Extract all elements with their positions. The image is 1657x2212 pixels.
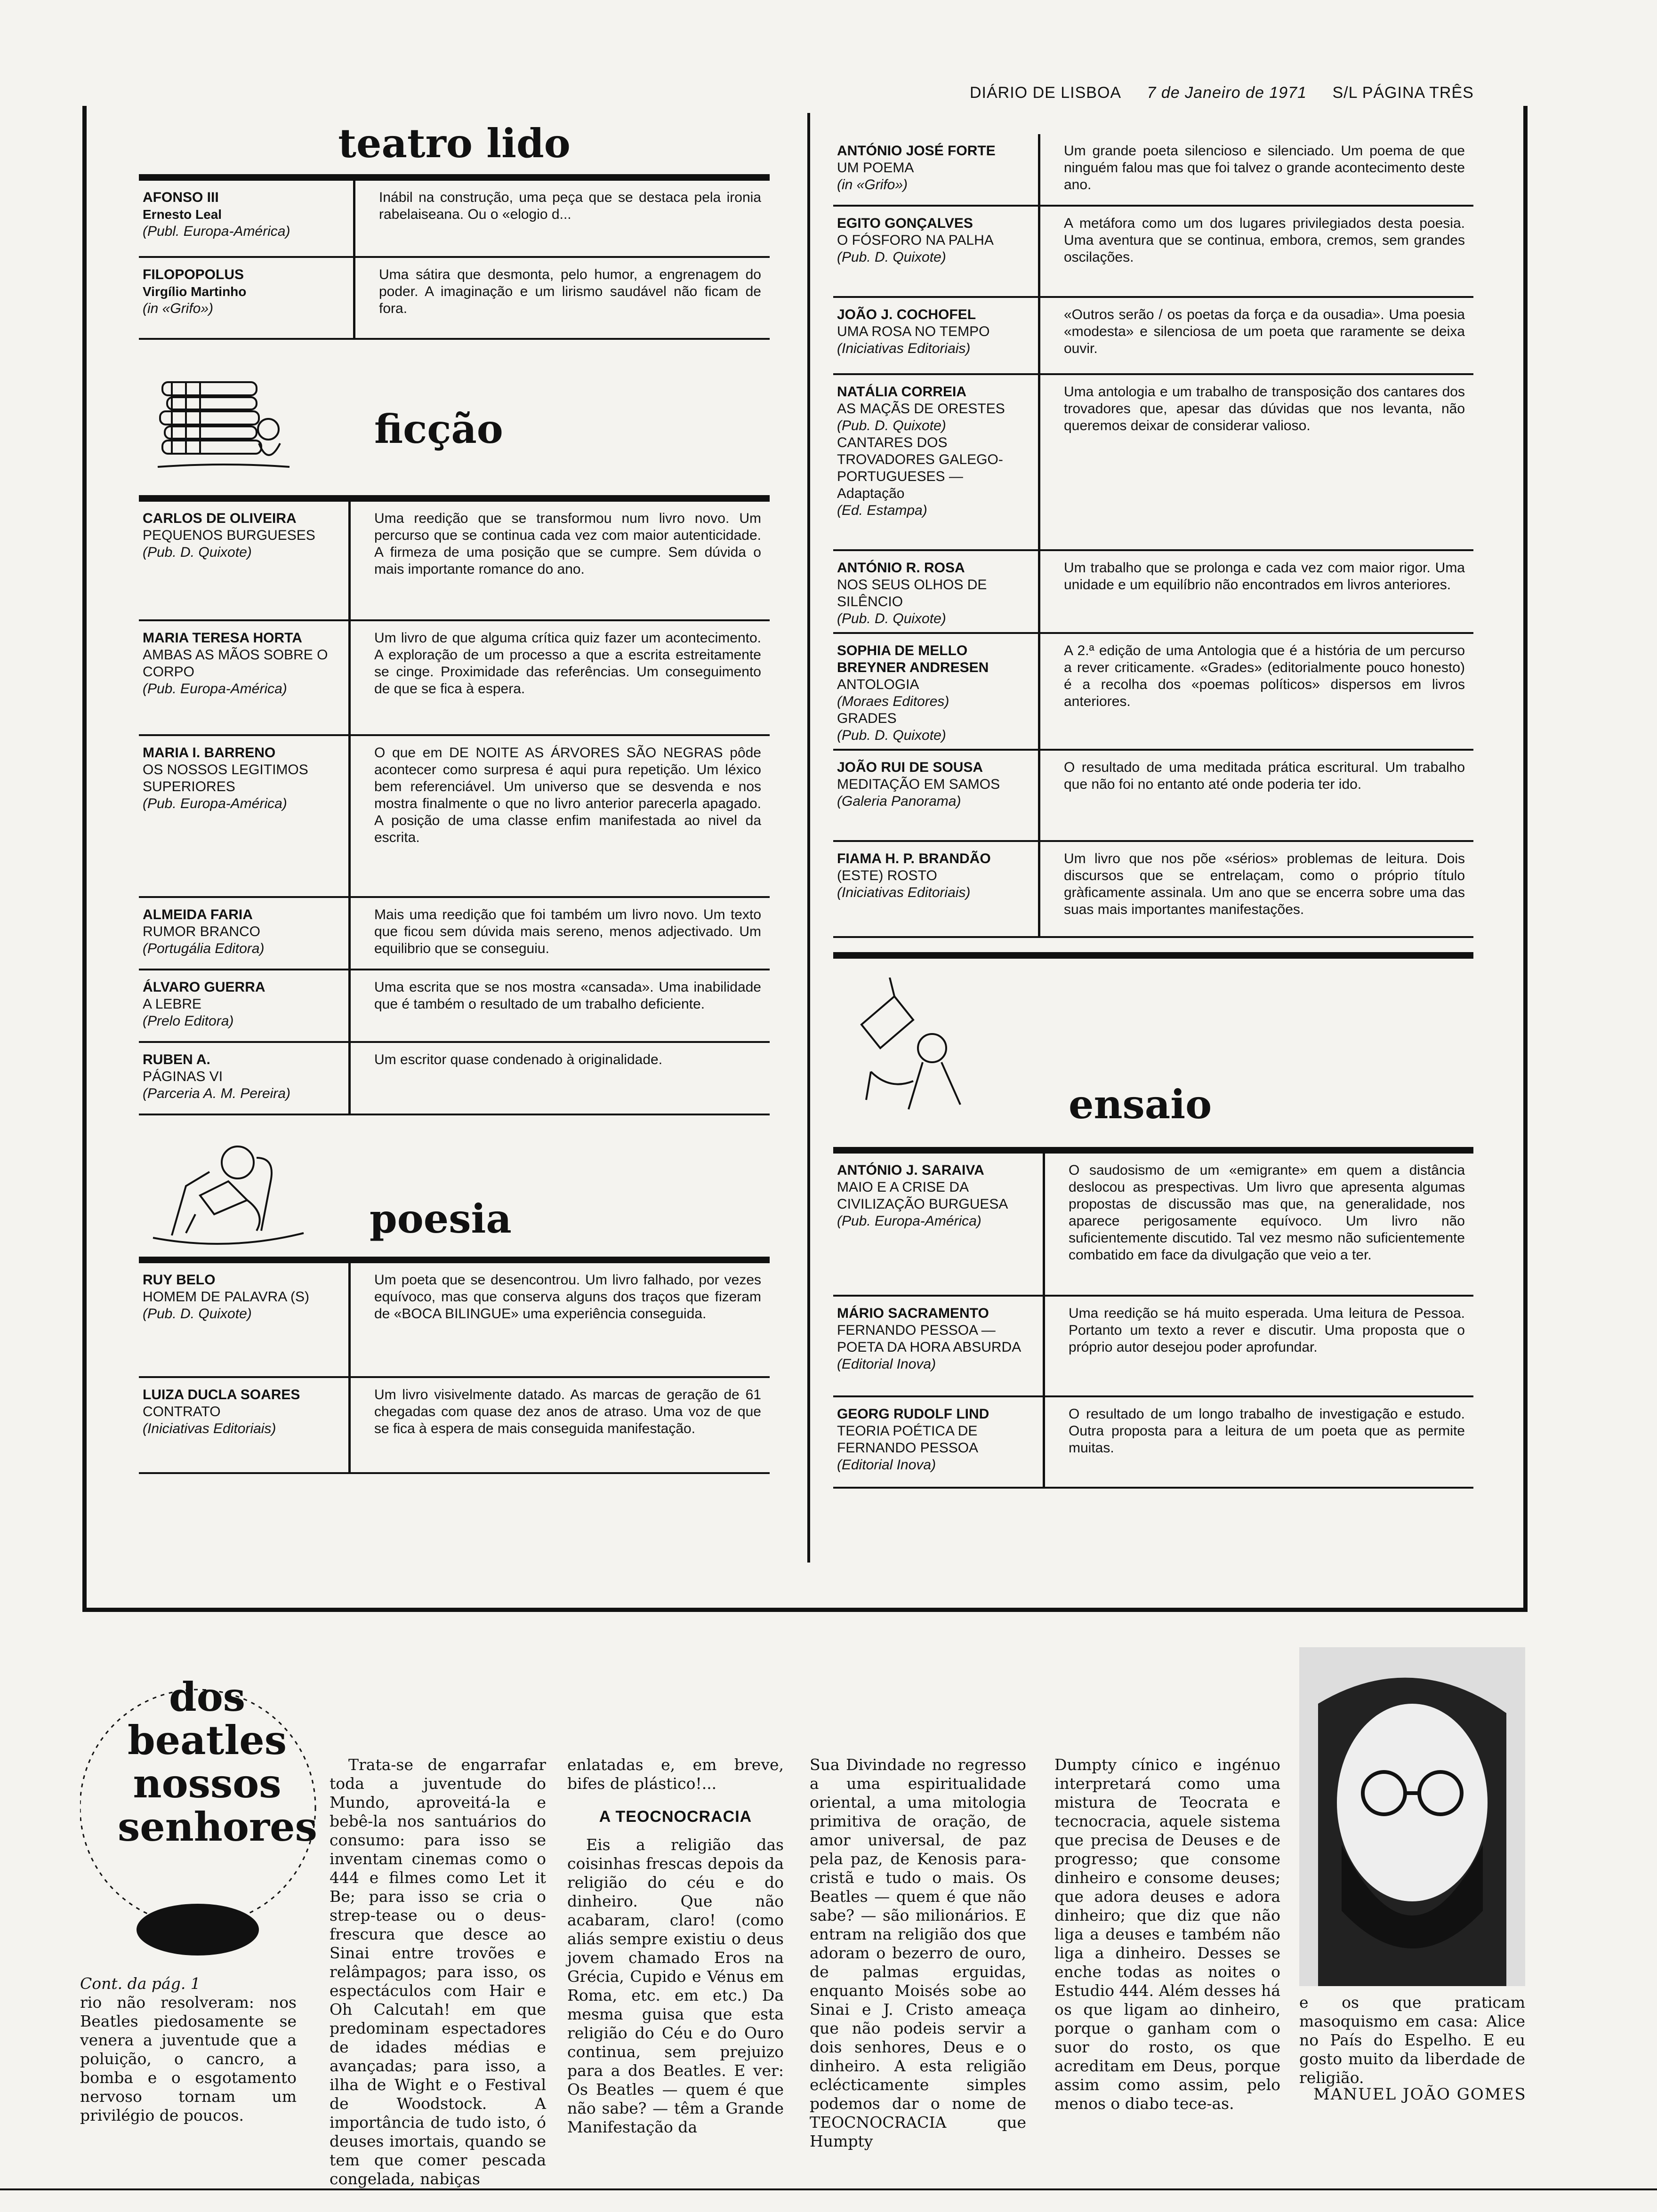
author-photo bbox=[1299, 1647, 1525, 1986]
review-entry bbox=[833, 1297, 1473, 1395]
entry-review: Um livro que nos põe «sérios» problemas de leitura. Dois discursos que se entrelaçam, como o próprio título gràficamente assinala. Um ano que se encerra sobre uma das suas mais importantes manifestações. bbox=[1064, 851, 1465, 917]
entry-credit bbox=[139, 258, 355, 338]
entry-publisher: (Galeria Panorama) bbox=[837, 793, 961, 809]
logo-line-2: beatles bbox=[127, 1717, 287, 1763]
entry-book-title: AS MAÇÃS DE ORESTES bbox=[837, 401, 1005, 417]
author-signature: MANUEL JOÃO GOMES bbox=[1313, 2085, 1527, 2104]
entry-publisher: (Portugália Editora) bbox=[143, 941, 265, 956]
article-col-1 bbox=[80, 1974, 297, 2125]
teatro-title: teatro lido bbox=[338, 120, 571, 167]
entry-review: Uma escrita que se nos mostra «cansada». Uma inabilidade que é também o resultado de um trabalho deficiente. bbox=[374, 979, 761, 1012]
entry-book-title: MEDITAÇÃO EM SAMOS bbox=[837, 777, 1000, 792]
ficcao-heading bbox=[139, 340, 770, 495]
entry-author: NATÁLIA CORREIA bbox=[837, 384, 966, 400]
entry-credit bbox=[833, 298, 1040, 373]
review-entry bbox=[833, 375, 1473, 549]
entry-book-title-2: CANTARES DOS TROVADORES GALEGO-PORTUGUESES — Adaptação bbox=[837, 435, 1003, 501]
entry-divider bbox=[833, 936, 1473, 938]
entry-author: ÁLVARO GUERRA bbox=[143, 979, 265, 995]
entry-review: Um livro visivelmente datado. As marcas de geração de 61 chegadas com quase dez anos de atraso. Uma voz de que se fica à espera de mais conseguida manifestação. bbox=[374, 1387, 761, 1436]
entry-book-title: CONTRATO bbox=[143, 1404, 221, 1419]
poesia-right-list bbox=[833, 134, 1473, 938]
entry-publisher: (Pub. Europa-América) bbox=[143, 681, 287, 697]
review-entry bbox=[139, 621, 770, 734]
entry-author: JOÃO J. COCHOFEL bbox=[837, 307, 976, 322]
entry-book-title: PEQUENOS BURGUESES bbox=[143, 528, 315, 543]
poesia-heading bbox=[139, 1115, 770, 1257]
article-col-4-text: Sua Divindade no regresso a uma espiritualidade oriental, a uma mitologia primitiva de oração, de amor universal, de paz pela paz, de Kenosis para-cristã e tudo o mais. Os Beatles — quem é que não sabe? — são milionários. E entram na religião dos que adoram o bezerro de ouro, de palmas erguidas, enquanto Moisés sobe ao Sinai e J. Cristo ameaça que não podeis servir a dois senhores, Deus e o dinheiro. A esta religião eclécticamente simples podemos dar o nome de TEOCNOCRACIA que Humpty bbox=[810, 1755, 1026, 2150]
entry-credit bbox=[139, 970, 351, 1041]
ficcao-list bbox=[139, 502, 770, 1115]
review-entry bbox=[139, 1043, 770, 1114]
review-entry bbox=[139, 1263, 770, 1376]
entry-author: ANTÓNIO J. SARAIVA bbox=[837, 1162, 984, 1178]
continued-label: Cont. da pág. 1 bbox=[80, 1974, 201, 1993]
entry-publisher: (in «Grifo») bbox=[143, 301, 214, 316]
poesia-rule-left bbox=[139, 1257, 770, 1263]
entry-book-title: OS NOSSOS LEGITIMOS SUPERIORES bbox=[143, 762, 308, 794]
logo-line-1: dos bbox=[169, 1674, 246, 1720]
logo-line-3: nossos bbox=[133, 1760, 282, 1807]
ensaio-rule bbox=[833, 1147, 1473, 1154]
entry-author: ALMEIDA FARIA bbox=[143, 907, 253, 922]
entry-author: FIAMA H. P. BRANDÃO bbox=[837, 851, 991, 866]
entry-review: O resultado de um longo trabalho de investigação e estudo. Outra proposta para a leitura de um poeta que as permite muitas. bbox=[1069, 1406, 1465, 1456]
article-col-6-text: e os que praticam masoquismo em casa: Alice no País do Espelho. E eu gosto muito da liberdade de religião. bbox=[1299, 1993, 1525, 2087]
entry-divider bbox=[139, 1472, 770, 1474]
entry-credit bbox=[139, 1043, 351, 1114]
entry-review: Um grande poeta silencioso e silenciado. Um poema de que ninguém falou mas que foi talvez o grande acontecimento deste ano. bbox=[1064, 143, 1465, 192]
article-col-2-text: Trata-se de engarrafar toda a juventude do Mundo, aproveitá-la e bebê-la nos santuários do consumo: para isso se inventam cinemas como o 444 e filmes como Let it Be; para isso se cria o strep-tease ou o deus-frescura que desce ao Sinai entre trovões e relâmpagos; para isso, os espectáculos com Hair e Oh Calcutah! em que predominam espectadores de idades médias e avançadas; para isso, a ilha de Wight e o Festival de Woodstock. A importância de tudo isto, ó deuses imortais, quando se tem que comer pescada congelada, nabiças bbox=[330, 1755, 546, 2188]
entry-credit bbox=[833, 1397, 1045, 1487]
newspaper-name: DIÁRIO DE LISBOA bbox=[970, 84, 1122, 102]
entry-review: O que em DE NOITE AS ÁRVORES SÃO NEGRAS pôde acontecer como surpresa é aqui pura repetição. Um léxico bem referenciável. Um universo que se desvenda e nos mostra finalmente o que no livro anterior parecerla apagado. A posição de uma classe enfim manifestada ao nivel da escrita. bbox=[374, 745, 761, 845]
left-column bbox=[139, 113, 770, 1474]
review-entry bbox=[139, 898, 770, 969]
author-portrait bbox=[1299, 1647, 1525, 1986]
entry-book-title: (ESTE) ROSTO bbox=[837, 868, 937, 883]
entry-credit bbox=[139, 502, 351, 619]
entry-publisher: (Iniciativas Editoriais) bbox=[837, 341, 971, 356]
entry-book-title: UMA ROSA NO TEMPO bbox=[837, 324, 990, 339]
entry-review: Um livro de que alguma crítica quiz fazer um acontecimento. A exploração de um processo a que a escrita estreitamente se cinge. Proximidade das referências. Um conseguimento de que se fica à espera. bbox=[374, 630, 761, 697]
rocking-chair-reader-illustration bbox=[144, 1130, 313, 1252]
ensaio-heading bbox=[833, 959, 1473, 1147]
review-entry bbox=[139, 736, 770, 896]
entry-author: CARLOS DE OLIVEIRA bbox=[143, 511, 297, 526]
hat-figure-illustration bbox=[843, 978, 993, 1119]
entry-author: MARIA I. BARRENO bbox=[143, 745, 276, 761]
entry-publisher: (Prelo Editora) bbox=[143, 1013, 234, 1029]
entry-review: Uma reedição se há muito esperada. Uma leitura de Pessoa. Portanto um texto a rever e discutir. Uma proposta que o próprio autor desejou poder aprofundar. bbox=[1069, 1306, 1465, 1355]
entry-publisher: (Pub. D. Quixote) bbox=[143, 1306, 252, 1322]
article-col-5-text: Dumpty cínico e ingénuo interpretará como uma mistura de Teocrata e tecnocracia, aquele sistema que precisa de Deuses e de progresso; que consome dinheiro e consome deuses; que adora deuses e adora dinheiro; que diz que não liga a deuses e também não liga a dinheiro. Desses se enche todas as noites o Estudio 444. Além desses há os que ligam ao dinheiro, porque o ganham com o suor do rosto, os que acreditam em Deus, porque assim como assim, pelo menos o diabo tece-as. bbox=[1054, 1755, 1280, 2113]
entry-book-title: O FÓSFORO NA PALHA bbox=[837, 232, 994, 248]
article-col-1-text: rio não resolveram: nos Beatles piedosamente se venera a juventude que a poluição, o cancro, a bomba e o esgotamento nervoso tornam um privilégio de poucos. bbox=[80, 1993, 297, 2124]
ensaio-list bbox=[833, 1154, 1473, 1489]
entry-book-title: HOMEM DE PALAVRA (S) bbox=[143, 1289, 309, 1305]
entry-review: Uma antologia e um trabalho de transposição dos cantares dos trovadores que, apesar das dúvidas que nos levanta, não queremos deixar de considerar valioso. bbox=[1064, 384, 1465, 433]
entry-author-name: Virgílio Martinho bbox=[143, 284, 247, 299]
entry-credit bbox=[833, 375, 1040, 549]
entry-review: Uma reedição que se transformou num livro novo. Um percurso que se continua cada vez com maior autenticidade. A firmeza de uma posição que se cumpre. Sem dúvida o mais importante romance do ano. bbox=[374, 511, 761, 577]
masthead bbox=[970, 84, 1535, 102]
entry-book-title: FERNANDO PESSOA — POETA DA HORA ABSURDA bbox=[837, 1322, 1022, 1355]
entry-publisher-2: (Ed. Estampa) bbox=[837, 503, 927, 518]
review-entry bbox=[139, 502, 770, 619]
entry-credit bbox=[833, 751, 1040, 840]
entry-review: Um escritor quase condenado à originalidade. bbox=[374, 1052, 663, 1067]
article-col-6 bbox=[1299, 1993, 1525, 2087]
entry-publisher: (Iniciativas Editoriais) bbox=[143, 1421, 276, 1436]
entry-credit bbox=[833, 1154, 1045, 1295]
review-entry bbox=[833, 551, 1473, 632]
article-logo bbox=[80, 1666, 325, 1958]
entry-publisher: (Editorial Inova) bbox=[837, 1356, 936, 1372]
entry-author: EGITO GONÇALVES bbox=[837, 216, 973, 231]
entry-review: Inábil na construção, uma peça que se destaca pela ironia rabelaiseana. Ou o «elogio d... bbox=[379, 190, 761, 222]
teatro-heading bbox=[139, 113, 770, 174]
article-col-3b-text: Eis a religião das coisinhas frescas depois da religião do céu e do dinheiro. Que não acabaram, claro! (como aliás sempre existiu o deus jovem chamado Eros na Grécia, Cupido e Vénus em Roma, etc. em etc.) Da mesma guisa que esta religião do Céu e do Ouro continua, sem prejuizo para a dos Beatles. E ver: Os Beatles — quem é que não sabe? — têm a Grande Manifestação da bbox=[567, 1835, 784, 2136]
entry-credit bbox=[139, 1263, 351, 1376]
entry-book-title-2: GRADES bbox=[837, 711, 897, 726]
column-divider bbox=[807, 113, 810, 1563]
entry-book-title: MAIO E A CRISE DA CIVILIZAÇÃO BURGUESA bbox=[837, 1179, 1008, 1212]
review-entry bbox=[833, 207, 1473, 296]
review-entry bbox=[833, 1397, 1473, 1487]
review-entry bbox=[833, 298, 1473, 373]
entry-book-title: RUMOR BRANCO bbox=[143, 924, 261, 939]
entry-review: Um trabalho que se prolonga e cada vez com maior rigor. Uma unidade e um equilíbrio não encontrados em livros anteriores. bbox=[1064, 560, 1465, 593]
entry-credit bbox=[833, 207, 1040, 296]
entry-author-name: Ernesto Leal bbox=[143, 207, 222, 222]
entry-publisher: (Publ. Europa-América) bbox=[143, 224, 290, 239]
entry-review: O resultado de uma meditada prática escritural. Um trabalho que não foi no entanto até onde poderia ter ido. bbox=[1064, 760, 1465, 792]
entry-author: ANTÓNIO JOSÉ FORTE bbox=[837, 143, 996, 159]
teocnocracia-heading: A TEOCNOCRACIA bbox=[599, 1808, 752, 1826]
entry-credit bbox=[139, 621, 351, 734]
review-entry bbox=[139, 1378, 770, 1472]
entry-credit bbox=[139, 1378, 351, 1472]
entry-credit bbox=[833, 551, 1040, 632]
review-entry bbox=[833, 634, 1473, 749]
entry-publisher: (Pub. Europa-América) bbox=[143, 796, 287, 811]
article-col-3a-text: enlatadas e, em breve, bifes de plástico!... bbox=[567, 1755, 784, 1793]
entry-review: Uma sátira que desmonta, pelo humor, a engrenagem do poder. A imaginação e um lirismo saudável não ficam de fora. bbox=[379, 267, 761, 316]
entry-credit bbox=[833, 842, 1040, 936]
entry-publisher: (Pub. D. Quixote) bbox=[837, 418, 946, 433]
article-col-2 bbox=[330, 1755, 546, 2188]
review-entry bbox=[139, 970, 770, 1041]
review-entry bbox=[139, 181, 770, 256]
entry-credit bbox=[833, 134, 1040, 205]
ficcao-rule bbox=[139, 495, 770, 502]
entry-credit bbox=[833, 1297, 1045, 1395]
poesia-title: poesia bbox=[370, 1195, 512, 1242]
entry-credit bbox=[139, 736, 351, 896]
right-column bbox=[833, 134, 1473, 1489]
entry-author: MÁRIO SACRAMENTO bbox=[837, 1306, 989, 1321]
entry-book-title: AMBAS AS MÃOS SOBRE O CORPO bbox=[143, 647, 328, 680]
entry-divider bbox=[833, 1487, 1473, 1489]
review-entry bbox=[833, 134, 1473, 205]
books-reader-illustration bbox=[153, 373, 294, 476]
entry-review: Mais uma reedição que foi também um livro novo. Um texto que ficou sem dúvida mais sereno, menos adjectivado. Um equilibrio que se conseguiu. bbox=[374, 907, 761, 956]
entry-author: FILOPOPOLUS bbox=[143, 267, 244, 282]
page-bottom-rule bbox=[0, 2188, 1657, 2190]
entry-book-title: PÁGINAS VI bbox=[143, 1069, 223, 1084]
entry-author: GEORG RUDOLF LIND bbox=[837, 1406, 989, 1422]
article-col-4 bbox=[810, 1755, 1026, 2151]
review-entry bbox=[139, 258, 770, 338]
entry-publisher: (Parceria A. M. Pereira) bbox=[143, 1086, 290, 1101]
entry-book-title: ANTOLOGIA bbox=[837, 677, 919, 692]
ficcao-title: ficção bbox=[374, 406, 503, 452]
entry-book-title: UM POEMA bbox=[837, 160, 914, 176]
page-label: S/L PÁGINA TRÊS bbox=[1332, 84, 1474, 102]
article-col-3 bbox=[567, 1755, 784, 2137]
entry-review: O saudosismo de um «emigrante» em quem a distância deslocou as prespectivas. Um livro que apresenta algumas propostas de discussão mas que, na generalidade, nos aparece perigosamente equívoco. Um livro não suficientemente discutido. Tal vez mesmo não suficientemente combatido em face da divulgação que veio a ter. bbox=[1069, 1162, 1465, 1263]
poesia-left-list bbox=[139, 1263, 770, 1474]
entry-author: RUBEN A. bbox=[143, 1052, 210, 1067]
teatro-rule bbox=[139, 174, 770, 181]
review-entry bbox=[833, 842, 1473, 936]
entry-publisher: (Pub. D. Quixote) bbox=[837, 611, 946, 626]
entry-book-title: A LEBRE bbox=[143, 996, 202, 1012]
entry-credit bbox=[139, 181, 355, 256]
review-entry bbox=[833, 1154, 1473, 1295]
beard-shape bbox=[137, 1904, 259, 1956]
article-col-5 bbox=[1054, 1755, 1280, 2113]
entry-publisher: (Iniciativas Editoriais) bbox=[837, 885, 971, 900]
entry-publisher: (Moraes Editores) bbox=[837, 694, 949, 709]
entry-author: LUIZA DUCLA SOARES bbox=[143, 1387, 300, 1403]
entry-publisher-2: (Pub. D. Quixote) bbox=[837, 728, 946, 743]
logo-line-4: senhores bbox=[118, 1803, 317, 1850]
entry-author: JOÃO RUI DE SOUSA bbox=[837, 760, 983, 775]
entry-author: ANTÓNIO R. ROSA bbox=[837, 560, 965, 576]
entry-author: SOPHIA DE MELLO BREYNER ANDRESEN bbox=[837, 643, 989, 675]
entry-review: «Outros serão / os poetas da força e da ousadia». Uma poesia «modesta» e silenciosa de um poeta que raramente se deixa ouvir. bbox=[1064, 307, 1465, 356]
entry-author: RUY BELO bbox=[143, 1272, 216, 1288]
entry-publisher: (Pub. D. Quixote) bbox=[837, 249, 946, 265]
teatro-list bbox=[139, 181, 770, 340]
entry-publisher: (in «Grifo») bbox=[837, 177, 908, 192]
ensaio-title: ensaio bbox=[1069, 1081, 1212, 1128]
review-entry bbox=[833, 751, 1473, 840]
entry-book-title: TEORIA POÉTICA DE FERNANDO PESSOA bbox=[837, 1423, 979, 1456]
entry-author: MARIA TERESA HORTA bbox=[143, 630, 302, 646]
entry-credit bbox=[833, 634, 1040, 749]
entry-review: A 2.ª edição de uma Antologia que é a história de um percurso a rever criticamente. «Grades» (editorialmente pouco honesto) é a recolha dos «poemas políticos» dispersos em livros anteriores. bbox=[1064, 643, 1465, 709]
entry-publisher: (Editorial Inova) bbox=[837, 1457, 936, 1473]
entry-publisher: (Pub. D. Quixote) bbox=[143, 545, 252, 560]
entry-credit bbox=[139, 898, 351, 969]
entry-author: AFONSO III bbox=[143, 190, 219, 205]
entry-publisher: (Pub. Europa-América) bbox=[837, 1213, 981, 1229]
entry-review: Um poeta que se desencontrou. Um livro falhado, por vezes equívoco, mas que conserva alguns dos traços que fizeram de «BOCA BILINGUE» uma experiência conseguida. bbox=[374, 1272, 761, 1322]
entry-book-title: NOS SEUS OLHOS DE SILÊNCIO bbox=[837, 577, 987, 609]
issue-date: 7 de Janeiro de 1971 bbox=[1147, 84, 1307, 102]
entry-review: A metáfora como um dos lugares privilegiados desta poesia. Uma aventura que se continua, embora, cremos, sem grandes oscilações. bbox=[1064, 216, 1465, 265]
poesia-end-rule bbox=[833, 952, 1473, 959]
